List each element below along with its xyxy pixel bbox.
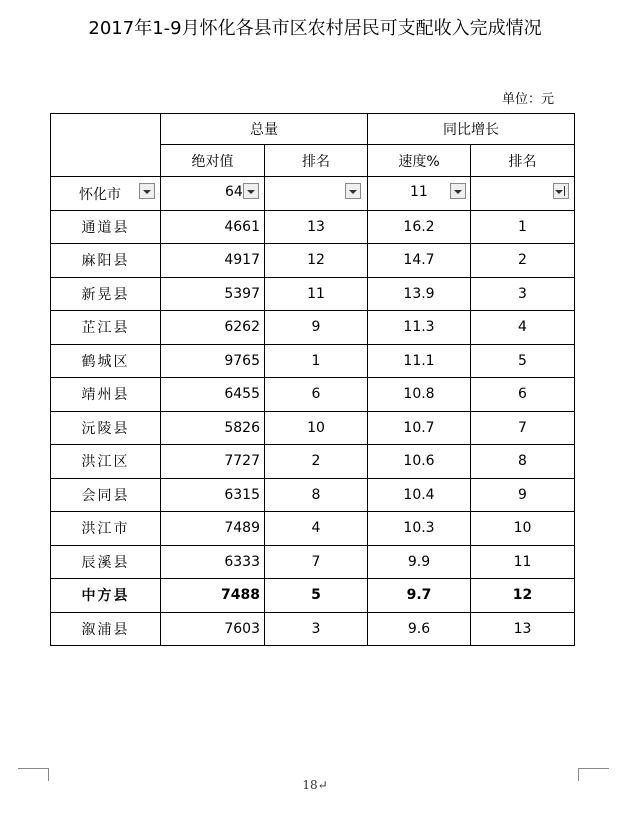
income-table bbox=[50, 113, 575, 646]
table-row bbox=[51, 579, 575, 613]
absolute-value: 7489 bbox=[161, 512, 265, 546]
speed-value: 10.8 bbox=[368, 378, 471, 412]
county-name: 通道县 bbox=[51, 210, 161, 244]
county-name: 靖州县 bbox=[51, 378, 161, 412]
county-name: 辰溪县 bbox=[51, 545, 161, 579]
absolute-value: 6455 bbox=[161, 378, 265, 412]
county-name: 新晃县 bbox=[51, 277, 161, 311]
absolute-value: 4661 bbox=[161, 210, 265, 244]
table-row bbox=[51, 311, 575, 345]
rank-value: 8 bbox=[265, 478, 368, 512]
table-row bbox=[51, 344, 575, 378]
filter-cell-speed bbox=[368, 177, 471, 211]
county-name: 鹤城区 bbox=[51, 344, 161, 378]
filter-cell-label bbox=[51, 177, 161, 211]
header-total: 总量 bbox=[161, 114, 368, 145]
rank-value: 7 bbox=[265, 545, 368, 579]
rank-value: 6 bbox=[265, 378, 368, 412]
county-name: 中方县 bbox=[51, 579, 161, 613]
absolute-value: 5397 bbox=[161, 277, 265, 311]
filter-dropdown-button[interactable] bbox=[139, 183, 155, 199]
growth-rank-value: 9 bbox=[471, 478, 575, 512]
table-row bbox=[51, 411, 575, 445]
county-name: 洪江市 bbox=[51, 512, 161, 546]
table-row bbox=[51, 545, 575, 579]
header-speed: 速度% bbox=[368, 145, 471, 177]
growth-rank-value: 12 bbox=[471, 579, 575, 613]
speed-value: 9.9 bbox=[368, 545, 471, 579]
page-title: 2017年1-9月怀化各县市区农村居民可支配收入完成情况 bbox=[88, 18, 542, 39]
growth-rank-value: 6 bbox=[471, 378, 575, 412]
county-name: 溆浦县 bbox=[51, 612, 161, 646]
absolute-value: 7727 bbox=[161, 445, 265, 479]
rank-value: 10 bbox=[265, 411, 368, 445]
absolute-value: 6315 bbox=[161, 478, 265, 512]
speed-value: 16.2 bbox=[368, 210, 471, 244]
absolute-value: 4917 bbox=[161, 244, 265, 278]
growth-rank-value: 1 bbox=[471, 210, 575, 244]
speed-value: 9.6 bbox=[368, 612, 471, 646]
table-row bbox=[51, 378, 575, 412]
page-number: 18↵ bbox=[302, 778, 328, 792]
sort-dropdown-button[interactable] bbox=[553, 183, 569, 199]
filter-cell-rank bbox=[265, 177, 368, 211]
speed-value: 11.3 bbox=[368, 311, 471, 345]
rank-value: 1 bbox=[265, 344, 368, 378]
speed-value: 13.9 bbox=[368, 277, 471, 311]
absolute-value: 6333 bbox=[161, 545, 265, 579]
growth-rank-value: 7 bbox=[471, 411, 575, 445]
rank-value: 3 bbox=[265, 612, 368, 646]
county-name: 洪江区 bbox=[51, 445, 161, 479]
absolute-value: 6262 bbox=[161, 311, 265, 345]
county-name: 沅陵县 bbox=[51, 411, 161, 445]
header-rank2: 排名 bbox=[471, 145, 575, 177]
county-name: 麻阳县 bbox=[51, 244, 161, 278]
header-rank: 排名 bbox=[265, 145, 368, 177]
growth-rank-value: 11 bbox=[471, 545, 575, 579]
unit-label: 单位：元 bbox=[502, 92, 555, 107]
rank-value: 12 bbox=[265, 244, 368, 278]
absolute-value: 7603 bbox=[161, 612, 265, 646]
rank-value: 9 bbox=[265, 311, 368, 345]
filter-label: 怀化市 bbox=[79, 187, 121, 203]
absolute-value: 9765 bbox=[161, 344, 265, 378]
growth-rank-value: 3 bbox=[471, 277, 575, 311]
header-corner-cell bbox=[51, 114, 161, 177]
speed-value: 9.7 bbox=[368, 579, 471, 613]
table-row bbox=[51, 445, 575, 479]
rank-value: 4 bbox=[265, 512, 368, 546]
table-row bbox=[51, 478, 575, 512]
absolute-value: 5826 bbox=[161, 411, 265, 445]
growth-rank-value: 13 bbox=[471, 612, 575, 646]
growth-rank-value: 4 bbox=[471, 311, 575, 345]
speed-value: 10.4 bbox=[368, 478, 471, 512]
growth-rank-value: 10 bbox=[471, 512, 575, 546]
rank-value: 11 bbox=[265, 277, 368, 311]
table-row bbox=[51, 210, 575, 244]
rank-value: 5 bbox=[265, 579, 368, 613]
growth-rank-value: 5 bbox=[471, 344, 575, 378]
rank-value: 2 bbox=[265, 445, 368, 479]
table-row bbox=[51, 512, 575, 546]
growth-rank-value: 2 bbox=[471, 244, 575, 278]
table-row bbox=[51, 612, 575, 646]
filter-abs-value: 64 bbox=[225, 184, 243, 200]
absolute-value: 7488 bbox=[161, 579, 265, 613]
county-name: 会同县 bbox=[51, 478, 161, 512]
speed-value: 10.7 bbox=[368, 411, 471, 445]
filter-cell-abs bbox=[161, 177, 265, 211]
filter-dropdown-button[interactable] bbox=[450, 183, 466, 199]
county-name: 芷江县 bbox=[51, 311, 161, 345]
header-abs: 绝对值 bbox=[161, 145, 265, 177]
filter-dropdown-button[interactable] bbox=[243, 183, 259, 199]
header-yoy: 同比增长 bbox=[368, 114, 575, 145]
table-row bbox=[51, 277, 575, 311]
speed-value: 11.1 bbox=[368, 344, 471, 378]
growth-rank-value: 8 bbox=[471, 445, 575, 479]
speed-value: 10.6 bbox=[368, 445, 471, 479]
speed-value: 10.3 bbox=[368, 512, 471, 546]
table-row bbox=[51, 244, 575, 278]
filter-cell-rank2 bbox=[471, 177, 575, 211]
filter-dropdown-button[interactable] bbox=[345, 183, 361, 199]
rank-value: 13 bbox=[265, 210, 368, 244]
filter-row bbox=[51, 177, 575, 211]
filter-speed-value: 11 bbox=[410, 184, 428, 200]
speed-value: 14.7 bbox=[368, 244, 471, 278]
header-row-1 bbox=[51, 114, 575, 145]
